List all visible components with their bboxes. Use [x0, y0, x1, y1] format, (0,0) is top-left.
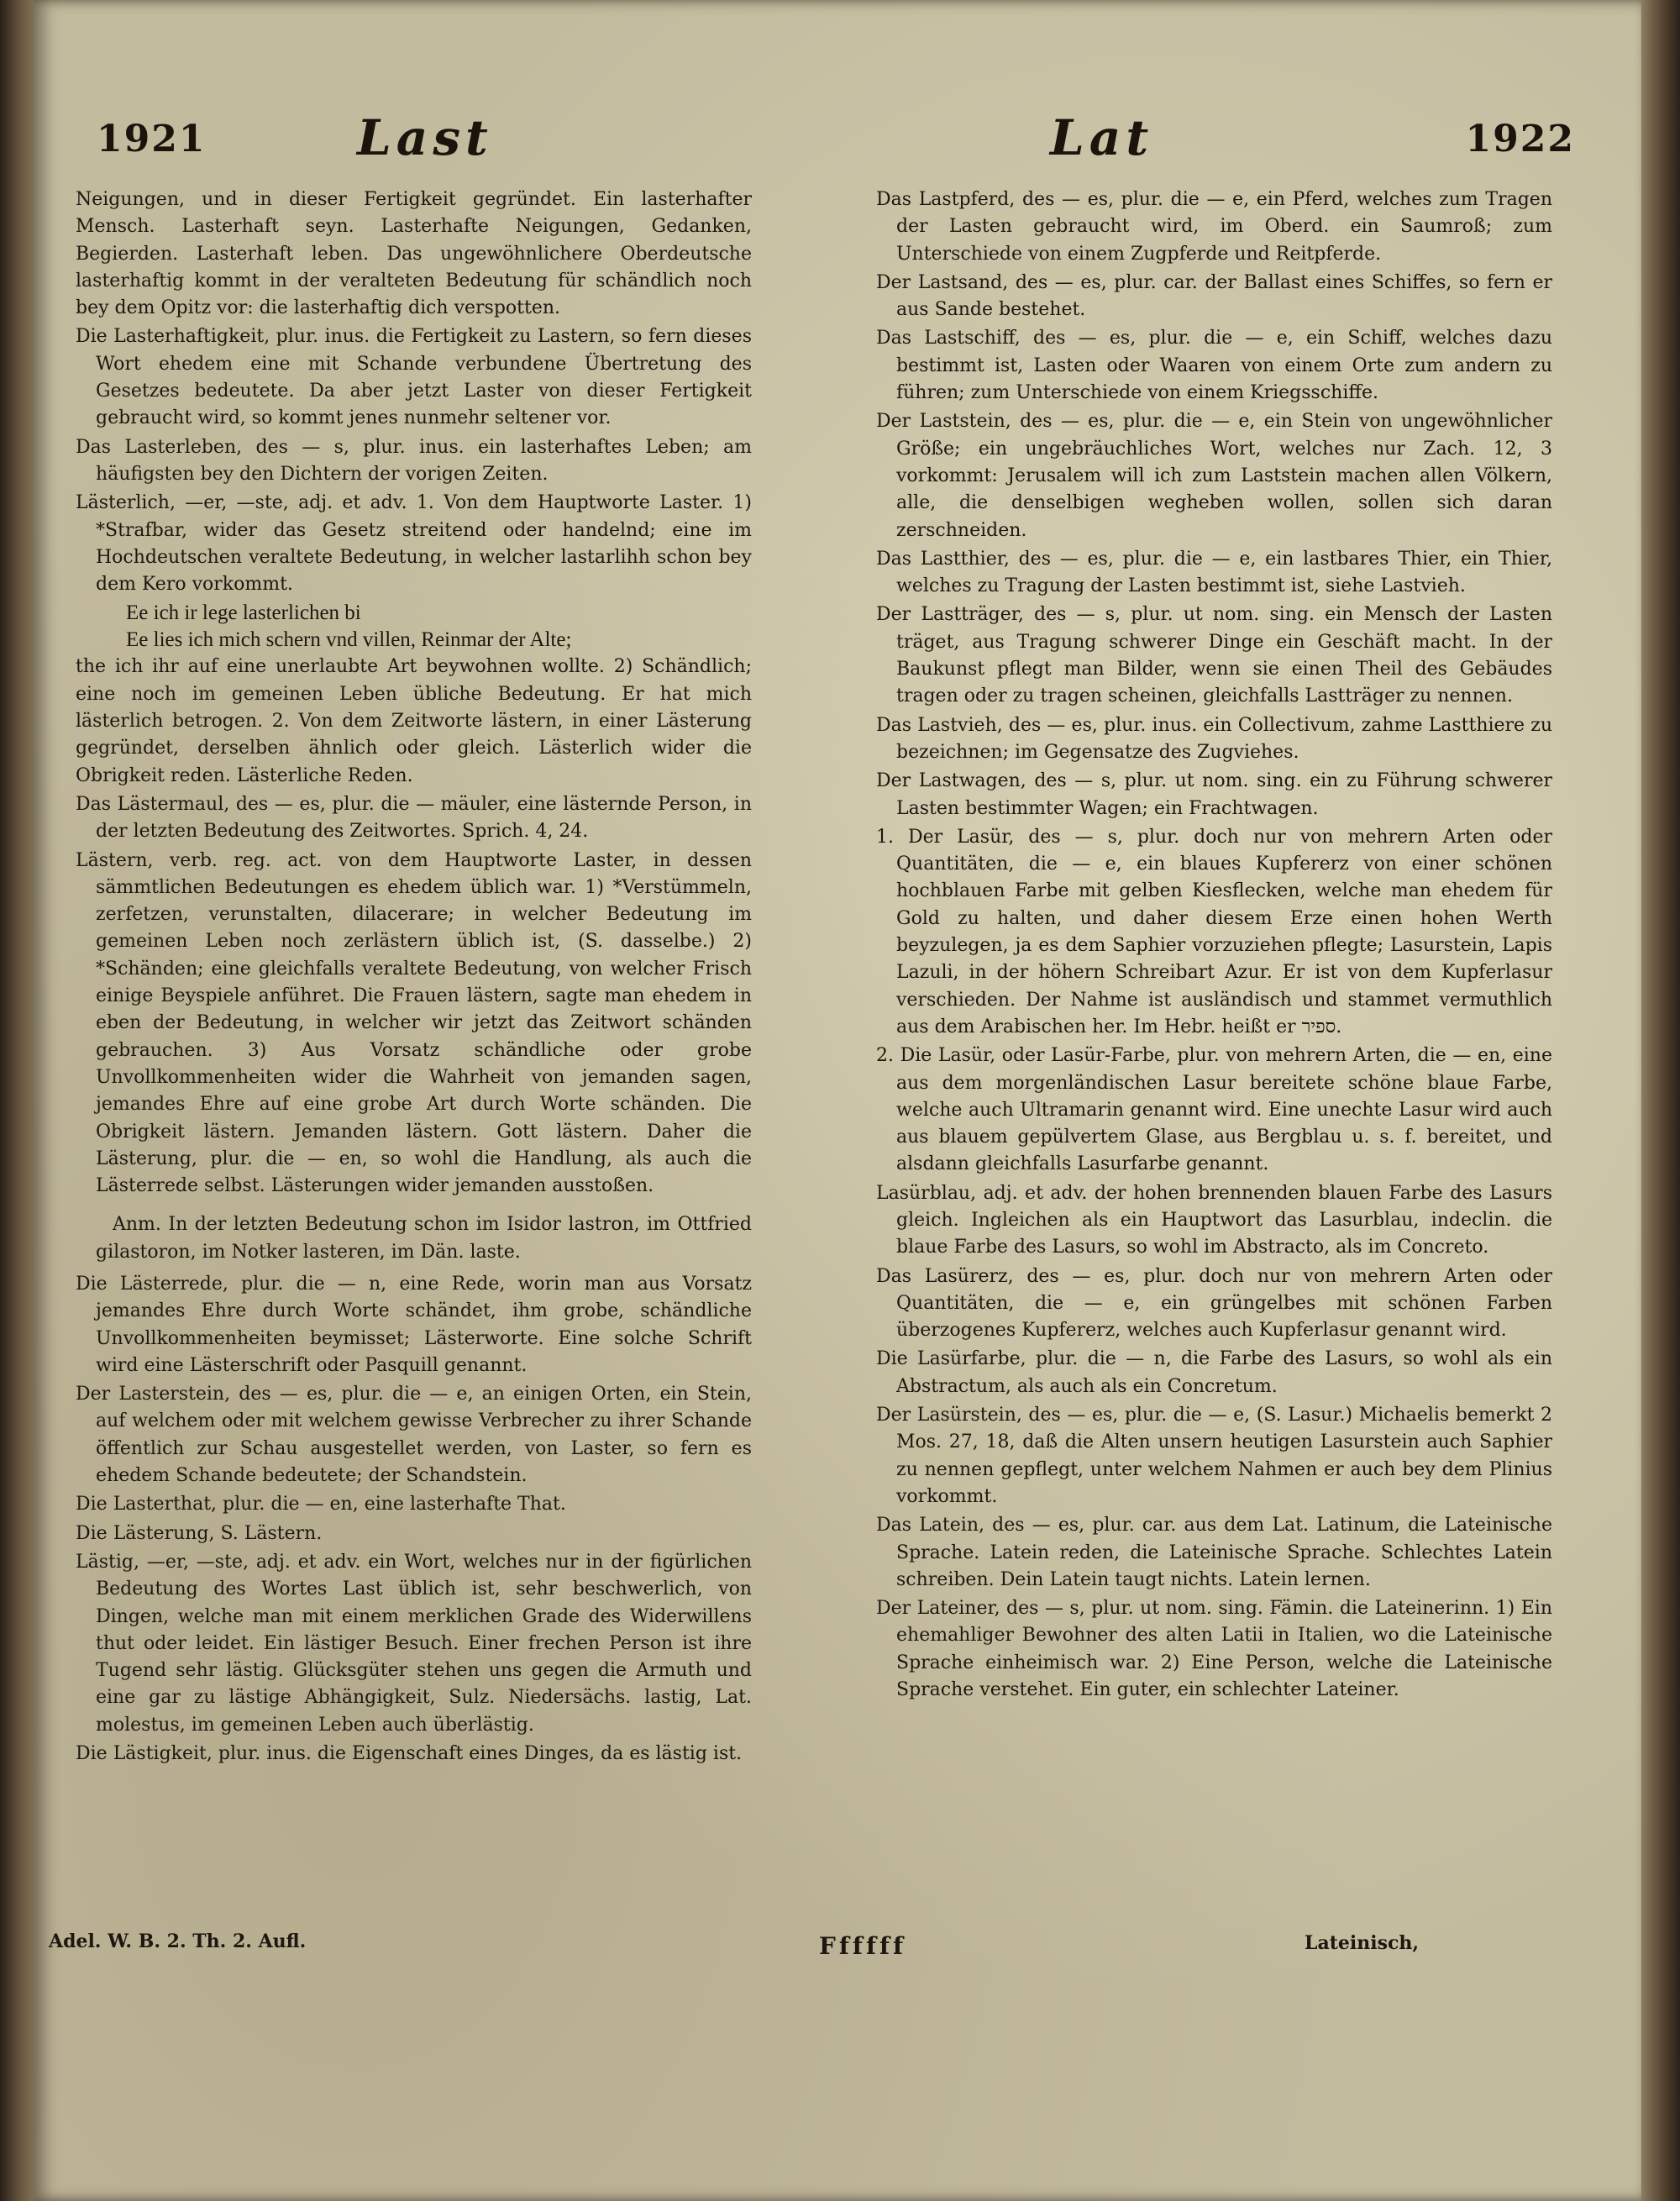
entry-lasuerstein: Der Lasürstein, des — es, plur. die — e, (S. Lasur.) Michaelis bemerkt 2 Mos. 27, 18, daß die Alten unsern heutigen Lasurstein auch Saphier zu nennen gepflegt, unter welchem Nahmen er auch bey dem Plinius vorkommt. [876, 1405, 1552, 1507]
running-headword-left: Last [357, 109, 493, 166]
catchword: Lateinisch, [1305, 1932, 1420, 1954]
entry-lasuererz: Das Lasürerz, des — es, plur. doch nur von mehrern Arten oder Quantitäten, die — e, ein grüngelbes mit schönen Farben überzogenes Kupfererz, welches auch Kupferlasur genannt wird. [876, 1265, 1552, 1342]
page-edge-right [1641, 0, 1680, 2201]
entry-latein: Das Latein, des — es, plur. car. aus dem Lat. Latinum, die Lateinische Sprache. Latein reden, die Lateinische Sprache. Schlechtes Latein schreiben. Dein Latein taugt nichts. Latein lernen. [876, 1515, 1552, 1590]
page-number-right: 1922 [1465, 118, 1575, 160]
entry-lasterthat: Die Lasterthat, plur. die — en, eine lasterhafte That. [76, 1494, 566, 1515]
entry-lastsand: Der Lastsand, des — es, plur. car. der Ballast eines Schiffes, so fern er aus Sande bestehet. [876, 271, 1552, 321]
entry-lasterhaftigkeit: Die Lasterhaftigkeit, plur. inus. die Fertigkeit zu Lastern, so fern dieses Wort ehedem eine mit Schande verbundene Übertretung des Gesetzes bedeutete. Da aber jetzt Laster von dieser Fertigkeit gebraucht wird, so kommt jenes nunmehr seltener vor. [76, 326, 752, 429]
printer-signature: Adel. W. B. 2. Th. 2. Aufl. [49, 1930, 307, 1952]
entry-lasttraeger: Der Lastträger, des — s, plur. ut nom. sing. ein Mensch der Lasten träget, aus Tragung schwerer Dinge ein Geschäft macht. In der Baukunst pflegt man Bilder, wenn sie einen Theil des Gebäudes tragen oder zu tragen scheinen, gleichfalls Lastträger zu nennen. [876, 604, 1552, 707]
entry-laestern: Lästern, verb. reg. act. von dem Hauptworte Laster, in dessen sämmtlichen Bedeutungen es ehedem üblich war. 1) *Verstümmeln, zerfetzen, verunstalten, dilacerare; in welcher Bedeutung im gemeinen Leben noch zerlästern üblich ist, (S. dasselbe.) 2) *Schänden; eine gleichfalls veraltete Bedeutung, von welcher Frisch einige Beyspiele anführet. Die Frauen lästern, sagte man ehedem in eben der Bedeutung, in welcher wir jetzt das Zeitwort schänden gebrauchen. 3) Aus Vorsatz schändliche oder grobe Unvollkommenheiten wider die Wahrheit von jemanden sagen, jemandes Ehre auf eine grobe Art durch Worte schänden. Die Obrigkeit lästern. Jemanden lästern. Gott lästern. Daher die Lästerung, plur. die — en, so wohl die Handlung, als auch die Lästerrede selbst. Lästerungen wider jemanden ausstoßen. [76, 849, 752, 1197]
entry-laestig: Lästig, —er, —ste, adj. et adv. ein Wort, welches nur in der figürlichen Bedeutung des Wortes Last üblich ist, sehr beschwerlich, von Dingen, welche man mit einem merklichen Grade des Widerwillens thut oder leidet. Ein lästiger Besuch. Einer frechen Person ist ihre Tugend sehr lästig. Glücksgüter stehen uns gegen die Armuth und eine gar zu lästige Abhängigkeit, Sulz. Niedersächs. lastig, Lat. molestus, im gemeinen Leben auch überlästig. [76, 1551, 752, 1736]
entry-laststein: Der Laststein, des — es, plur. die — e, ein Stein von ungewöhnlicher Größe; ein ungebräuchliches Wort, welches nur Zach. 12, 3 vorkommt: Jerusalem will ich zum Laststein machen allen Völkern, alle, die denselbigen wegheben wollen, sollen sich daran zerschneiden. [876, 411, 1552, 541]
quote-line-2: Ee lies ich mich schern vnd villen, Reinmar der Alte; [126, 628, 572, 652]
sheet-signature-mark: Ffffff [819, 1932, 907, 1960]
entry-laesterung: Die Lästerung, S. Lästern. [76, 1522, 323, 1544]
left-column [76, 186, 752, 1769]
entry-lasterstein: Der Lasterstein, des — es, plur. die — e, an einigen Orten, ein Stein, auf welchem oder mit welchem gewisse Verbrecher zu ihrer Schande öffentlich zur Schau ausgestellet werden, von Laster, so fern es ehedem Schande bedeutete; der Schandstein. [76, 1384, 752, 1487]
entry-laesterlich-continued: the ich ihr auf eine unerlaubte Art beywohnen wollte. 2) Schändlich; eine noch im gemeinen Leben übliche Bedeutung. Er hat mich lästerlich betrogen. 2. Von dem Zeitworte lästern, in einer Lästerung gegründet, derselben ähnlich oder gleich. Lästerlich wider die Obrigkeit reden. Lästerliche Reden. [76, 656, 752, 786]
entry-lasuerfarbe: Die Lasürfarbe, plur. die — n, die Farbe des Lasurs, so wohl als ein Abstractum, als auch als ein Concretum. [876, 1348, 1552, 1397]
entry-lastpferd: Das Lastpferd, des — es, plur. die — e, ein Pferd, welches zum Tragen der Lasten gebraucht wird, im Oberd. ein Saumroß; zum Unterschiede von einem Zugpferde und Reitpferde. [876, 189, 1552, 265]
entry-lasuer-2: 2. Die Lasür, oder Lasür-Farbe, plur. von mehrern Arten, die — en, eine aus dem morgenländischen Lasur bereitete schöne blaue Farbe, welche auch Ultramarin genannt wird. Eine unechte Lasur wird auch aus blauem gepülvertem Glase, aus Bergblau u. s. f. bereitet, und alsdann gleichfalls Lasurfarbe genannt. [876, 1045, 1552, 1175]
running-header [97, 109, 1575, 185]
entry-continuation: Neigungen, und in dieser Fertigkeit gegründet. Ein lasterhafter Mensch. Lasterhaft seyn. Lasterhafte Neigungen, Gedanken, Begierden. Lasterhaft leben. Das ungewöhnlichere Oberdeutsche lasterhaftig kommt in der veralteten Bedeutung für schändlich noch bey dem Opitz vor: die lasterhaftig dich verspotten. [76, 189, 752, 319]
quote-line-1: Ee ich ir lege lasterlichen bi [126, 601, 361, 625]
page-number-left: 1921 [97, 118, 207, 160]
entry-laestermaul: Das Lästermaul, des — es, plur. die — mäuler, eine lästernde Person, in der letzten Bedeutung des Zeitwortes. Sprich. 4, 24. [76, 793, 752, 843]
entry-lastwagen: Der Lastwagen, des — s, plur. ut nom. sing. ein zu Führung schwerer Lasten bestimmter Wagen; ein Frachtwagen. [876, 770, 1552, 819]
entry-laesterrede: Die Lästerrede, plur. die — n, eine Rede, worin man aus Vorsatz jemandes Ehre durch Worte schändet, ihm grobe, schändliche Unvollkommenheiten beymisset; Lästerworte. Eine solche Schrift wird eine Lästerschrift oder Pasquill genannt. [76, 1273, 752, 1376]
entry-laestigkeit: Die Lästigkeit, plur. inus. die Eigenschaft eines Dinges, da es lästig ist. [76, 1743, 743, 1765]
entry-lastschiff: Das Lastschiff, des — es, plur. die — e, ein Schiff, welches dazu bestimmt ist, Lasten oder Waaren von einem Orte zum andern zu führen; zum Unterschiede von einem Kriegsschiffe. [876, 328, 1552, 404]
annotation-laestern: Anm. In der letzten Bedeutung schon im Isidor lastron, im Ottfried gilastoron, im Notker lasteren, im Dän. laste. [96, 1214, 752, 1263]
entry-laesterlich: Lästerlich, —er, —ste, adj. et adv. 1. Von dem Hauptworte Laster. 1) *Strafbar, wider das Gesetz streitend oder handelnd; eine im Hochdeutschen veraltete Bedeutung, in welcher lastarlihh schon bey dem Kero vorkommt. [76, 492, 752, 596]
entry-lasuer-1: 1. Der Lasür, des — s, plur. doch nur von mehrern Arten oder Quantitäten, die — e, ein blaues Kupfererz von einer schönen hochblauen Farbe mit gelben Kiesflecken, welche man ehedem für Gold zu halten, und daher diesem Erze einen hohen Werth beyzulegen, ja es dem Saphier vorzuziehen pflegte; Lasurstein, Lapis Lazuli, in der höhern Schreibart Azur. Er ist von dem Kupferlasur verschieden. Der Nahme ist ausländisch und stammet vermuthlich aus dem Arabischen her. Im Hebr. heißt er ספיר. [876, 826, 1552, 1037]
entry-lasterleben: Das Lasterleben, des — s, plur. inus. ein lasterhaftes Leben; am häufigsten bey den Dichtern der vorigen Zeiten. [76, 436, 752, 485]
entry-lastvieh: Das Lastvieh, des — es, plur. inus. ein Collectivum, zahme Lastthiere zu bezeichnen; im Gegensatze des Zugviehes. [876, 714, 1552, 763]
running-headword-right: Lat [1050, 109, 1154, 166]
entry-lasuerblau: Lasürblau, adj. et adv. der hohen brennenden blauen Farbe des Lasurs gleich. Ingleichen als ein Hauptwort das Lasurblau, indeclin. die blaue Farbe des Lasurs, so wohl im Abstracto, als im Concreto. [876, 1182, 1552, 1258]
entry-lateiner: Der Lateiner, des — s, plur. ut nom. sing. Fämin. die Lateinerinn. 1) Ein ehemahliger Bewohner des alten Latii in Italien, wo die Lateinische Sprache einheimisch war. 2) Eine Person, welche die Lateinische Sprache verstehet. Ein guter, ein schlechter Lateiner. [876, 1598, 1552, 1701]
entry-lastthier: Das Lastthier, des — es, plur. die — e, ein lastbares Thier, ein Thier, welches zu Tragung der Lasten bestimmt ist, siehe Lastvieh. [876, 548, 1552, 597]
right-column [876, 186, 1552, 1705]
